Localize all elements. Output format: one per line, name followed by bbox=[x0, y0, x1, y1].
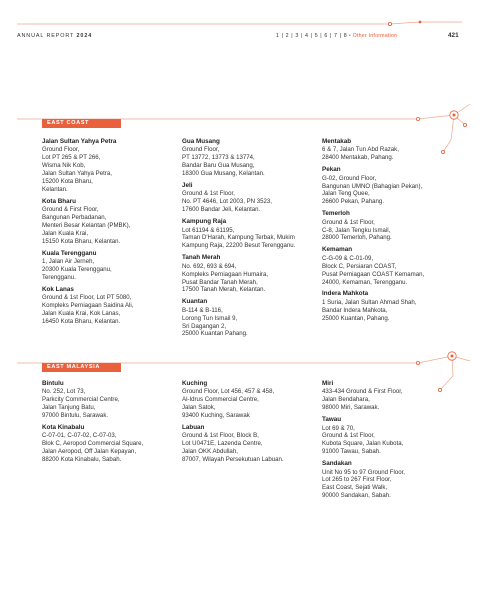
address-line: Jalan Sultan Yahya Petra, bbox=[42, 170, 112, 178]
pager-separator: | bbox=[279, 33, 286, 39]
address-line: 433-434 Ground & First Floor, bbox=[322, 388, 403, 396]
east-malaysia-column-2 bbox=[182, 380, 317, 468]
address-line: Lot 265 to 267 First Floor, bbox=[322, 476, 392, 484]
address-line: 17500 Tanah Merah, Kelantan. bbox=[182, 286, 266, 294]
branch-entry bbox=[42, 198, 177, 246]
address-line: Menteri Besar Kelantan (PMBK), bbox=[42, 222, 131, 230]
branch-name: Kuching bbox=[182, 380, 208, 387]
address-line: 15150 Kota Bharu, Kelantan. bbox=[42, 237, 121, 245]
branch-entry bbox=[42, 424, 177, 464]
address-line: Jalan Bendahara, bbox=[322, 396, 370, 404]
address-line: 28000 Temerloh, Pahang. bbox=[322, 234, 392, 242]
address-line: Jalan OKK Abdullah, bbox=[182, 448, 238, 456]
branch-entry bbox=[182, 380, 317, 420]
address-line: 91000 Tawau, Sabah. bbox=[322, 448, 381, 456]
pager-page-2[interactable]: 2 bbox=[285, 33, 290, 39]
branch-name: Kota Bharu bbox=[42, 197, 76, 205]
east-coast-column-1 bbox=[42, 138, 177, 330]
address-line: C-07-01, C-07-02, C-07-03, bbox=[42, 432, 117, 440]
pager-page-8[interactable]: 8 bbox=[343, 33, 348, 39]
branch-entry bbox=[322, 380, 457, 412]
address-line: 88200 Kota Kinabalu, Sabah. bbox=[42, 456, 122, 464]
pager-separator: | bbox=[298, 33, 306, 39]
address-line: Lot U0471E, Lazenda Centre, bbox=[182, 440, 263, 448]
branch-name: Jalan Sultan Yahya Petra bbox=[42, 138, 117, 145]
branch-entry bbox=[322, 138, 457, 162]
address-line: Ground Floor, bbox=[42, 146, 80, 154]
branch-entry bbox=[322, 460, 457, 500]
address-line: 97000 Bintulu, Sarawak. bbox=[42, 412, 109, 420]
pager-other-information[interactable]: Other Information bbox=[352, 33, 398, 39]
branch-name: Sandakan bbox=[322, 460, 352, 468]
pager-page-6[interactable]: 6 bbox=[324, 33, 328, 39]
address-line: Bandar Baru Gua Musang, bbox=[182, 162, 255, 170]
address-line: 25000 Kuantan Pahang. bbox=[182, 330, 248, 338]
branch-entry bbox=[182, 138, 317, 178]
address-line: Lot 61194 & 61195, bbox=[182, 226, 235, 234]
pager-separator: | bbox=[327, 33, 335, 39]
address-line: 25000 Kuantan, Pahang. bbox=[322, 314, 390, 322]
branch-entry bbox=[182, 254, 317, 294]
branch-entry bbox=[322, 166, 457, 206]
address-line: C-8, Jalan Tengku Ismail, bbox=[322, 226, 391, 234]
address-line: Ground & 1st Floor, bbox=[182, 190, 235, 198]
address-line: Kampung Raja, 22200 Besut Terengganu. bbox=[182, 242, 296, 250]
branch-name: Temerloh bbox=[322, 210, 350, 218]
east-coast-column-2 bbox=[182, 138, 317, 342]
address-line: Bangunan Perbadanan, bbox=[42, 214, 107, 222]
address-line: Ground & 1st Floor, bbox=[322, 432, 375, 440]
address-line: G-02, Ground Floor, bbox=[322, 174, 377, 182]
address-line: Jalan Satok, bbox=[182, 404, 216, 412]
address-line: 26600 Pekan, Pahang. bbox=[322, 198, 385, 206]
branch-entry bbox=[42, 138, 177, 194]
address-line: Block C, Persiaran COAST, bbox=[322, 262, 397, 270]
report-year: 2024 bbox=[76, 33, 93, 39]
address-line: Ground Floor, bbox=[182, 146, 220, 154]
page-number: 421 bbox=[448, 32, 459, 39]
node-center-icon bbox=[453, 114, 456, 117]
branch-name: Kok Lanas bbox=[42, 285, 74, 293]
branch-entry bbox=[182, 182, 317, 214]
east-malaysia-column-1 bbox=[42, 380, 177, 468]
address-line: Bandar Indera Mahkota, bbox=[322, 306, 388, 314]
address-line: Ground & First Floor, bbox=[42, 206, 99, 214]
branch-name: Gua Musang bbox=[182, 138, 220, 145]
address-line: Jalan Kuala Krai, bbox=[42, 229, 89, 237]
address-line: Ground & 1st Floor, bbox=[322, 218, 375, 226]
node-dot-icon bbox=[463, 123, 466, 126]
address-line: 17600 Bandar Jeli, Kelantan. bbox=[182, 206, 261, 214]
node-center-icon bbox=[451, 355, 454, 358]
branch-name: Jeli bbox=[182, 182, 193, 190]
pager-separator: | bbox=[308, 33, 315, 39]
address-line: Lot 69 & 70, bbox=[322, 424, 355, 432]
address-line: Lorong Tun Ismail 9, bbox=[182, 314, 238, 322]
address-line: Bangunan UMNO (Bahagian Pekan), bbox=[322, 182, 423, 190]
address-line: 6 & 7, Jalan Tun Abd Razak, bbox=[322, 146, 399, 154]
address-line: No. 252, Lot 73, bbox=[42, 388, 86, 396]
address-line: Taman D'Harah, Kampung Terbak, Mukim bbox=[182, 234, 295, 242]
branch-entry bbox=[322, 416, 457, 456]
address-line: Sri Dagangan 2, bbox=[182, 322, 227, 330]
branch-entry bbox=[182, 298, 317, 338]
address-line: PT 13772, 13773 & 13774, bbox=[182, 154, 255, 162]
pager-separator: | bbox=[318, 33, 325, 39]
branch-name: Indera Mahkota bbox=[322, 290, 369, 298]
address-line: No. PT 4646, Lot 2003, PN 3523, bbox=[182, 198, 273, 206]
address-line: 87007, Wilayah Persekutuan Labuan. bbox=[182, 456, 284, 464]
branch-entry bbox=[42, 380, 177, 420]
node-filled-icon bbox=[419, 21, 422, 24]
branch-entry bbox=[182, 424, 317, 464]
address-line: 98000 Miri, Sarawak. bbox=[322, 404, 380, 412]
branch-name: Kota Kinabalu bbox=[42, 424, 85, 432]
branch-entry bbox=[322, 290, 457, 322]
pager-separator: | bbox=[337, 33, 344, 39]
branch-entry bbox=[42, 250, 177, 282]
address-line: 24000, Kemaman, Terengganu. bbox=[322, 278, 408, 286]
em-branch-a bbox=[418, 356, 452, 363]
branch-name: Labuan bbox=[182, 424, 205, 432]
address-line: Kompleks Perniagaan Humaira, bbox=[182, 270, 269, 278]
address-line: 15200 Kota Bharu, bbox=[42, 178, 93, 186]
address-line: Parkcity Commercial Centre, bbox=[42, 396, 120, 404]
address-line: Jalan Tanjung Batu, bbox=[42, 404, 96, 412]
address-line: Kelantan. bbox=[42, 185, 68, 193]
branch-name: Kampung Raja bbox=[182, 218, 227, 226]
branch-name: Kuantan bbox=[182, 298, 208, 306]
address-line: 93400 Kuching, Sarawak bbox=[182, 412, 250, 420]
address-line: 16450 Kota Bharu, Kelantan. bbox=[42, 318, 121, 326]
address-line: Al-Idrus Commercial Centre, bbox=[182, 396, 259, 404]
address-line: 20300 Kuala Terengganu, bbox=[42, 266, 112, 274]
address-line: Blok C, Aeropod Commercial Square, bbox=[42, 440, 144, 448]
node-dot-icon bbox=[416, 117, 419, 120]
pager-page-5[interactable]: 5 bbox=[314, 33, 319, 39]
address-line: Unit No 95 to 97 Ground Floor, bbox=[322, 468, 405, 476]
node-dot-icon bbox=[388, 22, 391, 25]
address-line: Pusat Bandar Tanah Merah, bbox=[182, 278, 258, 286]
address-line: 90000 Sandakan, Sabah. bbox=[322, 492, 391, 500]
branch-name: Kuala Terengganu bbox=[42, 249, 97, 257]
branch-name: Tanah Merah bbox=[182, 254, 221, 262]
east-coast-branch-a bbox=[418, 115, 454, 119]
address-line: No. 692, 693 & 694, bbox=[182, 262, 237, 270]
address-line: Ground & 1st Floor, Lot PT 5080, bbox=[42, 294, 132, 302]
address-line: Ground & 1st Floor, Block B, bbox=[182, 432, 259, 440]
branch-entry bbox=[42, 286, 177, 326]
address-line: East Coast, Sejati Walk, bbox=[322, 484, 388, 492]
pager-page-3[interactable]: 3 bbox=[295, 33, 299, 39]
header-rule-slant bbox=[390, 22, 420, 24]
east-coast-column-3 bbox=[322, 138, 457, 327]
address-line: Jalan Aeropod, Off Jalan Kepayan, bbox=[42, 448, 137, 456]
address-line: 18300 Gua Musang, Kelantan. bbox=[182, 170, 265, 178]
pager-page-4[interactable]: 4 bbox=[305, 33, 309, 39]
address-line: C-G-09 & C-01-09, bbox=[322, 254, 374, 262]
section-east-malaysia: EAST MALAYSIA bbox=[42, 363, 121, 372]
address-line: Ground Floor, Lot 456, 457 & 458, bbox=[182, 388, 275, 396]
address-line: 1, Jalan Air Jerneh, bbox=[42, 258, 95, 266]
address-line: Kompleks Perniagaan Saidina Ali, bbox=[42, 302, 134, 310]
branch-name: Pekan bbox=[322, 166, 341, 174]
branch-entry bbox=[322, 246, 457, 286]
section-east-coast: EAST COAST bbox=[42, 119, 121, 128]
branch-name: Miri bbox=[322, 380, 334, 387]
branch-name: Mentakab bbox=[322, 138, 352, 145]
branch-entry bbox=[322, 210, 457, 242]
branch-name: Kemaman bbox=[322, 246, 353, 254]
address-line: 1 Suria, Jalan Sultan Ahmad Shah, bbox=[322, 298, 417, 306]
address-line: Jalan Teng Quee, bbox=[322, 190, 370, 198]
address-line: Kubota Square, Jalan Kubota, bbox=[322, 440, 404, 448]
east-malaysia-column-3 bbox=[322, 380, 457, 504]
branch-name: Tawau bbox=[322, 416, 342, 424]
address-line: Wisma Nik Kob, bbox=[42, 162, 86, 170]
report-title-prefix: ANNUAL REPORT bbox=[17, 33, 77, 39]
pager-page-1[interactable]: 1 bbox=[276, 33, 280, 39]
address-line: Terengganu. bbox=[42, 274, 76, 281]
node-dot-icon bbox=[416, 361, 419, 364]
address-line: Lot PT 265 & PT 266, bbox=[42, 154, 101, 162]
address-line: Jalan Kuala Krai, Kok Lanas, bbox=[42, 310, 121, 318]
pager-separator: | bbox=[289, 33, 296, 39]
bullet-icon: • bbox=[347, 33, 353, 39]
branch-entry bbox=[182, 218, 317, 250]
address-line: B-114 & B-116, bbox=[182, 306, 223, 314]
branch-name: Bintulu bbox=[42, 380, 64, 387]
pager-page-7[interactable]: 7 bbox=[334, 33, 338, 39]
address-line: 28400 Mentakab, Pahang. bbox=[322, 154, 394, 162]
address-line: Pusat Perniagaan COAST Kemaman, bbox=[322, 270, 425, 278]
